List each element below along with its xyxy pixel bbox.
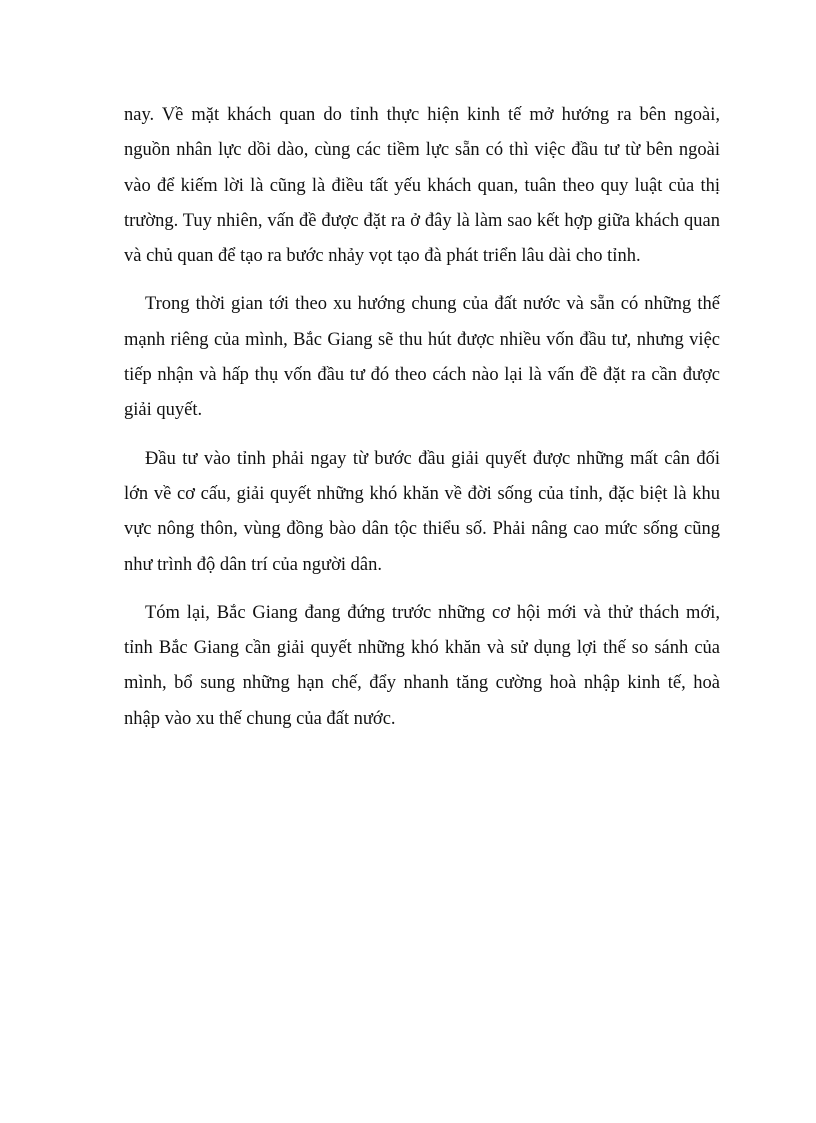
paragraph-conclusion: Tóm lại, Bắc Giang đang đứng trước những cơ hội mới và thử thách mới, tỉnh Bắc Giang cần giải quyết những khó khăn và sử dụng lợi thế so sánh của mình, bổ sung những hạn chế, đẩy nhanh tăng cường hoà nhập kinh tế, hoà nhập vào xu thế chung của đất nước. [124,602,720,729]
paragraph-continuation: nay. Về mặt khách quan do tỉnh thực hiện kinh tế mở hướng ra bên ngoài, nguồn nhân lực dồi dào, cùng các tiềm lực sẵn có thì việc đầu tư từ bên ngoài vào để kiếm lời là cũng là điều tất yếu khách quan, tuân theo quy luật của thị trường. Tuy nhiên, vấn đề được đặt ra ở đây là làm sao kết hợp giữa khách quan và chủ quan để tạo ra bước nhảy vọt tạo đà phát triển lâu dài cho tỉnh. [124,105,720,267]
document-body [124,98,720,750]
paragraph-investment-attraction: Trong thời gian tới theo xu hướng chung của đất nước và sẵn có những thế mạnh riêng của mình, Bắc Giang sẽ thu hút được nhiều vốn đầu tư, nhưng việc tiếp nhận và hấp thụ vốn đầu tư đó theo cách nào lại là vấn đề đặt ra cần được giải quyết. [124,294,720,421]
paragraph-structural-balance: Đầu tư vào tỉnh phải ngay từ bước đầu giải quyết được những mất cân đối lớn về cơ cấu, giải quyết những khó khăn về đời sống của tỉnh, đặc biệt là khu vực nông thôn, vùng đồng bào dân tộc thiểu số. Phải nâng cao mức sống cũng như trình độ dân trí của người dân. [124,448,720,575]
